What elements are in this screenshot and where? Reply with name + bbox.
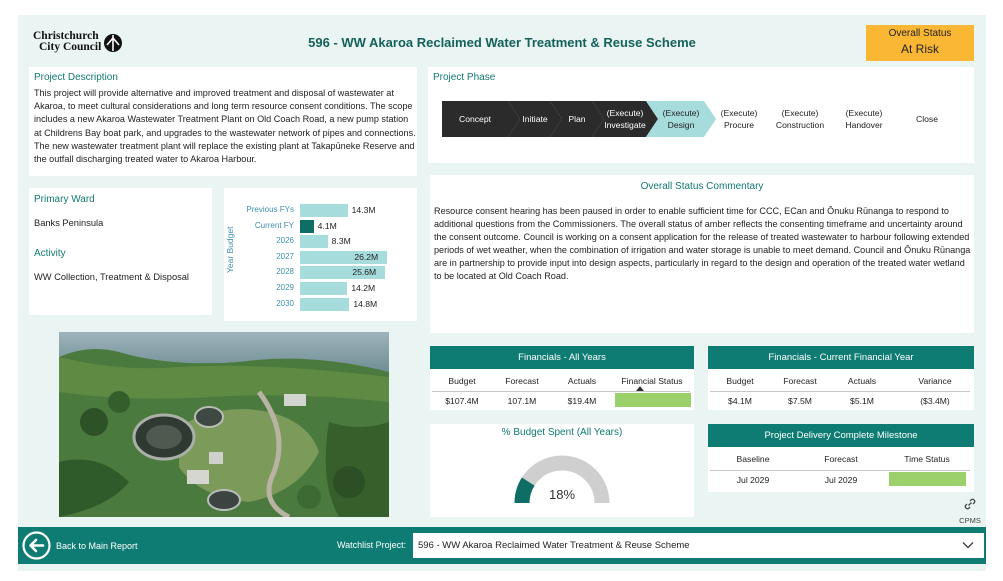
fin-cur-budget: $4.1M xyxy=(728,396,752,406)
budget-bar-value: 26.2M xyxy=(354,251,379,262)
back-arrow-icon xyxy=(22,531,51,560)
budget-bar[interactable] xyxy=(300,220,314,233)
phase-step-label: Design xyxy=(667,120,695,130)
activity-title: Activity xyxy=(34,248,66,259)
budget-row-label: 2026 xyxy=(276,236,294,246)
fin-cur-title: Financials - Current Financial Year xyxy=(708,346,974,369)
fin-cur-h-variance: Variance xyxy=(918,376,952,386)
link-icon xyxy=(963,497,977,511)
fin-all-title: Financials - All Years xyxy=(430,346,694,369)
milestone-card xyxy=(708,424,974,492)
milestone-time-status-indicator xyxy=(889,472,966,486)
activity-value: WW Collection, Treatment & Disposal xyxy=(34,272,189,282)
budget-spent-title: % Budget Spent (All Years) xyxy=(501,427,623,438)
watchlist-label: Watchlist Project: xyxy=(337,540,407,550)
phase-chevrons xyxy=(442,101,962,137)
watchlist-selected-value: 596 - WW Akaroa Reclaimed Water Treatment & Reuse Scheme xyxy=(418,540,690,551)
milestone-forecast: Jul 2029 xyxy=(824,475,858,485)
phase-step-label: Initiate xyxy=(522,114,548,124)
description-text: This project will provide alternative and improved treatment and disposal of wastewater at Akaroa, to meet cultural considerations and long term resource consent conditions. The scope includes a new Akaroa Wastewater Treatment Plant on Old Coach Road, a new pump station at Childrens Bay boat park, and upgrades to the wastewater network of pipes and connections. The new wastewater treatment plant will replace the existing plant at Takapūneke Reserve and the outfall discharging treated water to Akaroa Harbour. xyxy=(34,88,416,165)
fin-all-h-actuals: Actuals xyxy=(567,376,597,386)
milestone-title: Project Delivery Complete Milestone xyxy=(708,424,974,447)
phase-step-label: Concept xyxy=(458,114,492,124)
fin-cur-actuals: $5.1M xyxy=(850,396,874,406)
logo-line1: Christchurch xyxy=(33,30,99,42)
phase-step-label: Construction xyxy=(775,120,825,130)
overall-status-label: Overall Status xyxy=(888,28,952,39)
year-budget-card xyxy=(224,188,417,321)
budget-row-label: 2027 xyxy=(276,251,294,261)
phase-step-label: (Execute) xyxy=(845,108,883,118)
phase-step-label: Plan xyxy=(568,114,586,124)
back-to-main-label: Back to Main Report xyxy=(56,540,138,551)
cpms-label: CPMS xyxy=(959,516,981,525)
fin-cur-divider xyxy=(710,391,970,392)
phase-step-label: (Execute) xyxy=(720,108,758,118)
fin-cur-forecast: $7.5M xyxy=(788,396,812,406)
site-photo xyxy=(59,332,389,517)
phase-step-label: Investigate xyxy=(604,120,646,130)
milestone-h-time-status: Time Status xyxy=(904,454,950,464)
fin-all-budget: $107.4M xyxy=(445,396,479,406)
phase-chevron-bar xyxy=(442,101,962,137)
phase-step-label: Close xyxy=(916,114,938,124)
fin-all-status-indicator xyxy=(615,393,691,407)
budget-row-label: 2029 xyxy=(276,283,294,292)
budget-bar-value: 14.2M xyxy=(351,283,376,293)
fin-cur-h-forecast: Forecast xyxy=(783,376,817,386)
financials-current-fy-card xyxy=(708,346,974,410)
phase-step-label: Procure xyxy=(723,120,755,130)
milestone-baseline: Jul 2029 xyxy=(736,475,770,485)
fin-cur-variance: ($3.4M) xyxy=(920,396,950,406)
budget-bar-value: 8.3M xyxy=(331,236,351,247)
overall-status-badge xyxy=(866,25,974,61)
fin-all-h-budget: Budget xyxy=(448,376,476,386)
project-phase-card xyxy=(428,67,974,163)
budget-bar-value: 14.3M xyxy=(351,205,376,215)
footer-bar xyxy=(18,527,986,564)
budget-axis-label: Year Budget xyxy=(225,226,235,273)
logo-line2: City Council xyxy=(39,41,102,53)
fin-all-divider xyxy=(432,391,690,392)
primary-ward-title: Primary Ward xyxy=(34,194,95,205)
project-description-card xyxy=(29,67,417,176)
budget-spent-gauge xyxy=(514,440,610,517)
financials-all-years-card xyxy=(430,346,694,410)
watchlist-project-dropdown[interactable] xyxy=(413,533,984,558)
fin-all-forecast: 107.1M xyxy=(507,396,537,406)
ward-card xyxy=(29,188,212,315)
milestone-h-baseline: Baseline xyxy=(736,454,770,464)
page-title: 596 - WW Akaroa Reclaimed Water Treatment & Reuse Scheme xyxy=(308,35,696,50)
overall-status-value: At Risk xyxy=(900,42,939,56)
back-to-main-button[interactable] xyxy=(22,531,138,560)
primary-ward-value: Banks Peninsula xyxy=(34,218,104,228)
budget-bar-value: 25.6M xyxy=(352,267,377,278)
fin-cur-h-actuals: Actuals xyxy=(847,376,877,386)
budget-bar[interactable] xyxy=(300,282,347,295)
phase-title: Project Phase xyxy=(433,72,496,83)
phase-step-label: Handover xyxy=(845,120,883,130)
budget-bar[interactable] xyxy=(300,204,348,217)
treatment-plant-aerial-image xyxy=(59,332,389,517)
cpms-link[interactable] xyxy=(956,497,984,525)
fin-all-h-status: Financial Status xyxy=(621,376,683,386)
fin-all-actuals: $19.4M xyxy=(567,396,597,406)
phase-step-label: (Execute) xyxy=(662,108,700,118)
chevron-down-icon xyxy=(962,541,974,549)
budget-spent-card xyxy=(430,424,694,517)
phase-step-label: (Execute) xyxy=(781,108,819,118)
milestone-h-forecast: Forecast xyxy=(824,454,858,464)
budget-row-label: 2028 xyxy=(276,267,294,277)
commentary-title: Overall Status Commentary xyxy=(640,181,764,192)
budget-bar-value: 4.1M xyxy=(317,220,337,231)
phase-step-label: (Execute) xyxy=(606,108,644,118)
status-commentary-card xyxy=(430,175,974,333)
fin-all-h-forecast: Forecast xyxy=(505,376,539,386)
budget-row-label: Previous FYs xyxy=(246,205,294,214)
budget-row-label: Current FY xyxy=(254,220,294,230)
milestone-divider xyxy=(710,470,970,471)
budget-spent-value: 18% xyxy=(548,487,576,502)
report-canvas xyxy=(18,15,986,571)
budget-bar-value: 14.8M xyxy=(353,298,378,309)
fin-cur-h-budget: Budget xyxy=(726,376,754,386)
budget-bar[interactable] xyxy=(300,298,349,311)
commentary-text: Resource consent hearing has been paused in order to enable sufficient time for CCC, ECan and Ōnuku Rūnanga to respond to additional questions from the Commissioners. The overall status of amber reflects the consenting timeframe and uncertainty around the consent outcome. Council is working on a consent application for the release of treated wastewater to harbour following extended periods of wet weather, when the combination of irrigation and water storage is unable to meet demand. Council and Ōnuku Rūnanga are in partnership to provide input into design aspects, particularly in regard to the design and operation of the treated water wetland to be located at Old Coach Road. xyxy=(434,206,971,281)
budget-bar[interactable] xyxy=(300,235,328,248)
budget-row-label: 2030 xyxy=(276,298,294,308)
description-title: Project Description xyxy=(34,72,118,83)
